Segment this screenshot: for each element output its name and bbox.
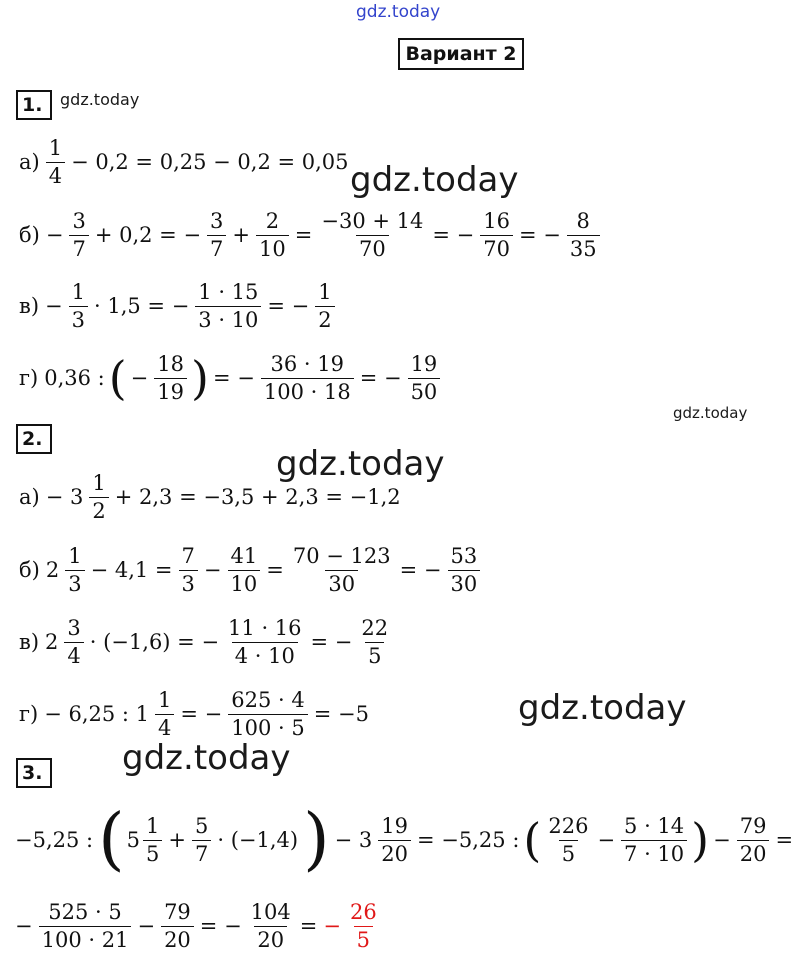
paren-close: ) bbox=[303, 800, 330, 879]
numerator: 1 bbox=[146, 814, 160, 839]
watermark-large: gdz.today bbox=[518, 688, 687, 728]
numerator: 41 bbox=[230, 544, 258, 569]
watermark-large: gdz.today bbox=[350, 160, 519, 200]
numerator: 5 bbox=[195, 814, 209, 839]
denominator: 5 bbox=[559, 840, 578, 865]
whole-part: 5 bbox=[126, 828, 141, 852]
numerator: 79 bbox=[739, 814, 767, 839]
task-number: 1. bbox=[16, 90, 52, 120]
denominator: 20 bbox=[254, 926, 287, 951]
fraction bbox=[248, 901, 294, 950]
numerator: 5 · 14 bbox=[624, 814, 685, 839]
numerator: 104 bbox=[250, 900, 291, 925]
task-1d bbox=[16, 348, 443, 408]
fraction bbox=[89, 472, 108, 521]
expr-text: − 6,25 : 1 bbox=[44, 702, 150, 726]
paren-open: ( bbox=[523, 813, 542, 867]
denominator: 35 bbox=[567, 235, 600, 260]
mixed-number bbox=[127, 815, 166, 864]
expr-text: · (−1,4) bbox=[217, 828, 299, 852]
denominator: 4 bbox=[155, 714, 174, 739]
expr-text: + bbox=[168, 828, 186, 852]
denominator: 7 bbox=[69, 235, 88, 260]
expr-text: = bbox=[775, 828, 794, 852]
fraction bbox=[179, 545, 198, 594]
denominator: 3 bbox=[65, 570, 84, 595]
denominator: 10 bbox=[228, 570, 261, 595]
denominator: 5 bbox=[365, 642, 384, 667]
fraction bbox=[154, 353, 187, 402]
numerator: 226 bbox=[548, 814, 589, 839]
watermark-large: gdz.today bbox=[276, 444, 445, 484]
fraction bbox=[143, 815, 162, 864]
denominator: 70 bbox=[480, 235, 513, 260]
fraction bbox=[228, 689, 307, 738]
expr-text: = bbox=[299, 914, 318, 938]
variant-title: Вариант 2 bbox=[398, 38, 524, 70]
expr-text: = − bbox=[267, 294, 310, 318]
answer-sign: − bbox=[323, 914, 341, 938]
fraction bbox=[46, 137, 65, 186]
fraction bbox=[39, 901, 132, 950]
item-label: в) bbox=[19, 630, 40, 654]
task-number: 3. bbox=[16, 758, 52, 788]
expr-text: 2 bbox=[45, 630, 59, 654]
expr-text: − bbox=[203, 558, 222, 582]
numerator: 8 bbox=[576, 209, 590, 234]
fraction bbox=[207, 210, 226, 259]
denominator: 20 bbox=[378, 840, 411, 865]
item-label: г) bbox=[19, 366, 39, 390]
expr-text: − bbox=[137, 914, 156, 938]
denominator: 5 bbox=[143, 840, 162, 865]
item-label: а) bbox=[19, 485, 40, 509]
answer-fraction bbox=[347, 901, 380, 950]
numerator: 79 bbox=[164, 900, 191, 925]
denominator: 3 bbox=[69, 306, 88, 331]
fraction bbox=[192, 815, 211, 864]
fraction bbox=[621, 815, 687, 864]
fraction bbox=[408, 353, 441, 402]
expr-text: 2 bbox=[45, 558, 60, 582]
task-2b bbox=[16, 540, 483, 600]
numerator: 19 bbox=[410, 352, 438, 377]
expr-text: = −5 bbox=[313, 702, 369, 726]
paren-close: ) bbox=[191, 351, 209, 405]
denominator: 20 bbox=[161, 926, 194, 951]
expr-text: −5,25 : bbox=[15, 828, 94, 852]
denominator: 10 bbox=[256, 235, 289, 260]
expr-text: · 1,5 = − bbox=[94, 294, 190, 318]
numerator: 19 bbox=[381, 814, 409, 839]
task-2c bbox=[16, 612, 394, 672]
expr-text: − bbox=[45, 223, 64, 247]
task-1b bbox=[16, 205, 603, 265]
item-label: а) bbox=[19, 150, 40, 174]
denominator: 100 · 21 bbox=[39, 926, 132, 951]
numerator: 1 bbox=[48, 136, 63, 161]
denominator: 7 bbox=[207, 235, 226, 260]
fraction bbox=[256, 210, 289, 259]
denominator: 30 bbox=[325, 570, 358, 595]
expr-text: = bbox=[294, 223, 313, 247]
expr-text: = − bbox=[180, 702, 223, 726]
expr-text: + 0,2 = − bbox=[94, 223, 202, 247]
item-label: г) bbox=[19, 702, 39, 726]
numerator: 7 bbox=[181, 544, 195, 569]
expr-text: = − bbox=[199, 914, 242, 938]
numerator: 1 bbox=[158, 688, 172, 713]
task-1c bbox=[16, 276, 338, 336]
task-1a bbox=[16, 132, 352, 192]
expr-text: − bbox=[130, 366, 149, 390]
denominator: 2 bbox=[89, 497, 108, 522]
numerator: 525 · 5 bbox=[48, 900, 122, 925]
expr-text: = − bbox=[432, 223, 475, 247]
task-number: 2. bbox=[16, 424, 52, 454]
expr-text: = − bbox=[359, 366, 402, 390]
numerator: 1 bbox=[71, 280, 85, 305]
task-2a bbox=[16, 467, 404, 527]
numerator: 11 · 16 bbox=[228, 616, 302, 641]
fraction bbox=[358, 617, 391, 666]
numerator: 3 bbox=[67, 616, 81, 641]
expr-text: − bbox=[713, 828, 731, 852]
denominator: 5 bbox=[354, 926, 373, 951]
item-label: в) bbox=[19, 294, 40, 318]
fraction bbox=[261, 353, 354, 402]
numerator: 1 bbox=[68, 544, 82, 569]
denominator: 4 bbox=[64, 642, 83, 667]
expr-text: = − bbox=[212, 366, 255, 390]
numerator: 625 · 4 bbox=[231, 688, 305, 713]
paren-close: ) bbox=[691, 813, 710, 867]
numerator: 16 bbox=[483, 209, 510, 234]
fraction bbox=[290, 545, 394, 594]
expr-text: − 3 bbox=[334, 828, 373, 852]
numerator: 1 · 15 bbox=[198, 280, 259, 305]
denominator: 7 · 10 bbox=[621, 840, 687, 865]
expr-text: = − bbox=[399, 558, 442, 582]
fraction bbox=[64, 617, 83, 666]
numerator: 22 bbox=[361, 616, 389, 641]
denominator: 50 bbox=[408, 378, 441, 403]
fraction bbox=[318, 210, 426, 259]
expr-text: + 2,3 = −3,5 + 2,3 = −1,2 bbox=[114, 485, 401, 509]
expr-text: − 3 bbox=[45, 485, 84, 509]
numerator: −30 + 14 bbox=[321, 209, 424, 234]
fraction bbox=[448, 545, 481, 594]
numerator: 3 bbox=[210, 209, 224, 234]
fraction bbox=[69, 210, 88, 259]
numerator: 70 − 123 bbox=[292, 544, 391, 569]
expr-text: − 4,1 = bbox=[90, 558, 173, 582]
denominator: 100 · 5 bbox=[228, 714, 307, 739]
expr-text: = − bbox=[310, 630, 353, 654]
numerator: 36 · 19 bbox=[270, 352, 344, 377]
fraction bbox=[69, 281, 88, 330]
numerator: 26 bbox=[349, 900, 377, 925]
numerator: 2 bbox=[265, 209, 280, 234]
expr-text: 0,36 : bbox=[44, 366, 105, 390]
expr-text: = − bbox=[518, 223, 561, 247]
fraction bbox=[195, 281, 261, 330]
task-3-line1 bbox=[12, 800, 795, 880]
item-label: б) bbox=[19, 223, 40, 247]
fraction bbox=[545, 815, 591, 864]
denominator: 20 bbox=[737, 840, 770, 865]
expr-text: − bbox=[15, 914, 33, 938]
paren-open: ( bbox=[108, 351, 127, 405]
fraction bbox=[737, 815, 770, 864]
expr-text: · (−1,6) = − bbox=[89, 630, 220, 654]
fraction bbox=[480, 210, 513, 259]
fraction bbox=[155, 689, 174, 738]
denominator: 70 bbox=[356, 235, 389, 260]
paren-open: ( bbox=[98, 800, 125, 879]
denominator: 19 bbox=[154, 378, 187, 403]
fraction bbox=[228, 545, 261, 594]
fraction bbox=[378, 815, 411, 864]
fraction bbox=[161, 901, 194, 950]
expr-text: − bbox=[45, 294, 63, 318]
numerator: 1 bbox=[92, 471, 106, 496]
denominator: 30 bbox=[448, 570, 481, 595]
numerator: 1 bbox=[318, 280, 332, 305]
denominator: 4 bbox=[46, 162, 65, 187]
denominator: 4 · 10 bbox=[232, 642, 298, 667]
expr-text: = bbox=[266, 558, 284, 582]
expr-text: = −5,25 : bbox=[417, 828, 520, 852]
fraction bbox=[315, 281, 334, 330]
watermark-small: gdz.today bbox=[60, 90, 140, 109]
item-label: б) bbox=[19, 558, 40, 582]
expr-text: + bbox=[232, 223, 251, 247]
expr-text: − 0,2 = 0,25 − 0,2 = 0,05 bbox=[71, 150, 349, 174]
task-3-line2 bbox=[12, 896, 383, 956]
fraction bbox=[567, 210, 600, 259]
watermark-large: gdz.today bbox=[122, 738, 291, 778]
denominator: 3 · 10 bbox=[195, 306, 261, 331]
numerator: 3 bbox=[72, 209, 86, 234]
expr-text: − bbox=[597, 828, 616, 852]
denominator: 3 bbox=[179, 570, 198, 595]
fraction bbox=[225, 617, 304, 666]
denominator: 100 · 18 bbox=[261, 378, 354, 403]
denominator: 7 bbox=[192, 840, 211, 865]
watermark-top: gdz.today bbox=[356, 2, 441, 22]
task-2d bbox=[16, 684, 372, 744]
denominator: 2 bbox=[315, 306, 334, 331]
numerator: 53 bbox=[450, 544, 478, 569]
numerator: 18 bbox=[157, 352, 185, 377]
watermark-small: gdz.today bbox=[673, 404, 748, 422]
fraction bbox=[65, 545, 84, 594]
